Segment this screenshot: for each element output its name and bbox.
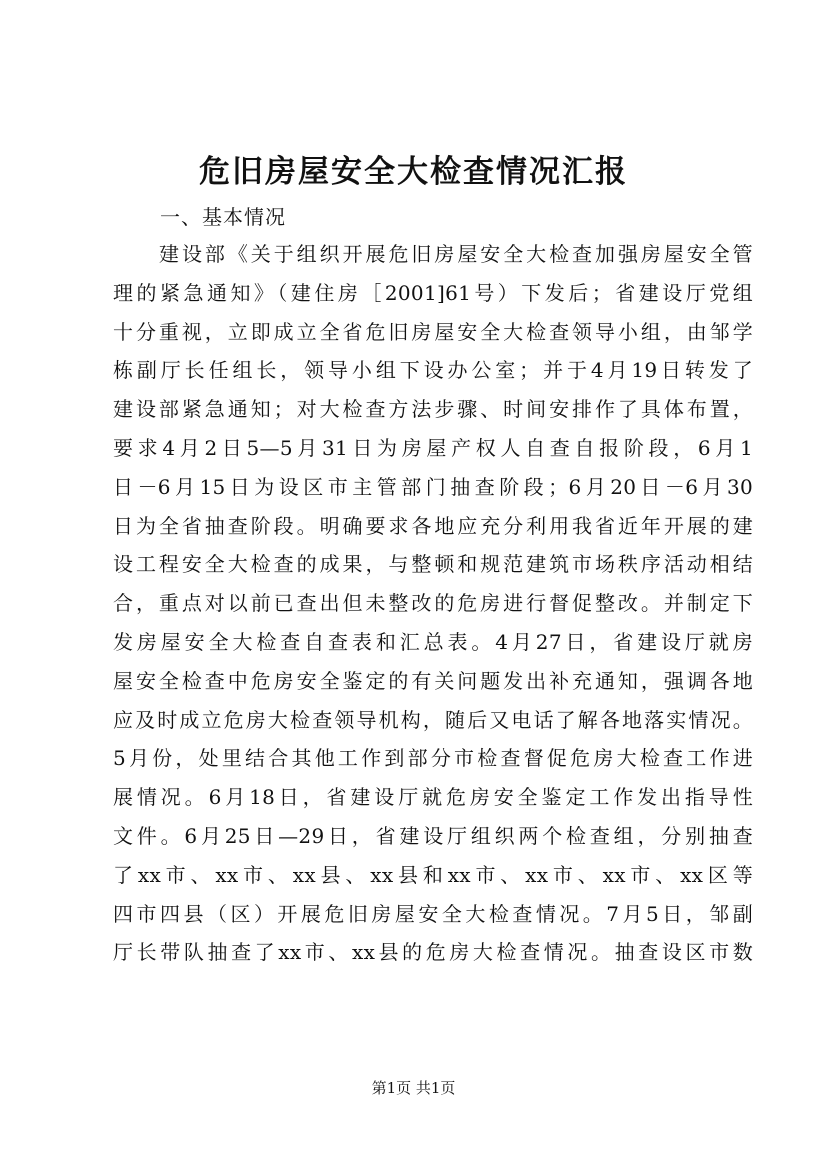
body-line: 设工程安全大检查的成果，与整顿和规范建筑市场秩序活动相结 [113, 552, 753, 577]
body-line: 日为全省抽查阶段。明确要求各地应充分利用我省近年开展的建 [113, 513, 753, 538]
body-line: 合，重点对以前已查出但未整改的危房进行督促整改。并制定下 [113, 591, 753, 616]
body-line: 5月份，处里结合其他工作到部分市检查督促危房大检查工作进 [113, 746, 753, 771]
body-text [113, 235, 753, 972]
body-line: 要求4月2日5—5月31日为房屋产权人自查自报阶段，6月1 [113, 435, 753, 460]
body-line: 发房屋安全大检查自查表和汇总表。4月27日，省建设厅就房 [113, 629, 753, 654]
body-line: 栋副厅长任组长，领导小组下设办公室；并于4月19日转发了 [113, 358, 753, 383]
body-line: 建设部紧急通知；对大检查方法步骤、时间安排作了具体布置， [113, 397, 753, 422]
page-number: 第1页 共1页 [371, 1079, 456, 1097]
body-line: 建设部《关于组织开展危旧房屋安全大检查加强房屋安全管 [159, 242, 753, 266]
body-line: 文件。6月25日—29日，省建设厅组织两个检查组，分别抽查 [113, 823, 753, 848]
body-line: 理的紧急通知》（建住房［2001]61号）下发后；省建设厅党组 [113, 280, 753, 305]
body-line: 十分重视，立即成立全省危旧房屋安全大检查领导小组，由邹学 [113, 319, 753, 344]
body-line: 屋安全检查中危房安全鉴定的有关问题发出补充通知，强调各地 [113, 668, 753, 693]
body-line: 厅长带队抽查了xx市、xx县的危房大检查情况。抽查设区市数 [113, 940, 753, 965]
body-line: 应及时成立危房大检查领导机构，随后又电话了解各地落实情况。 [113, 707, 753, 732]
body-line: 展情况。6月18日，省建设厅就危房安全鉴定工作发出指导性 [113, 785, 753, 810]
body-line: 了xx市、xx市、xx县、xx县和xx市、xx市、xx市、xx区等 [113, 862, 753, 887]
body-line: 日－6月15日为设区市主管部门抽查阶段；6月20日－6月30 [113, 474, 753, 499]
body-line: 四市四县（区）开展危旧房屋安全大检查情况。7月5日，邹副 [113, 901, 753, 926]
section-heading: 一、基本情况 [160, 205, 286, 229]
document-title: 危旧房屋安全大检查情况汇报 [199, 154, 628, 190]
